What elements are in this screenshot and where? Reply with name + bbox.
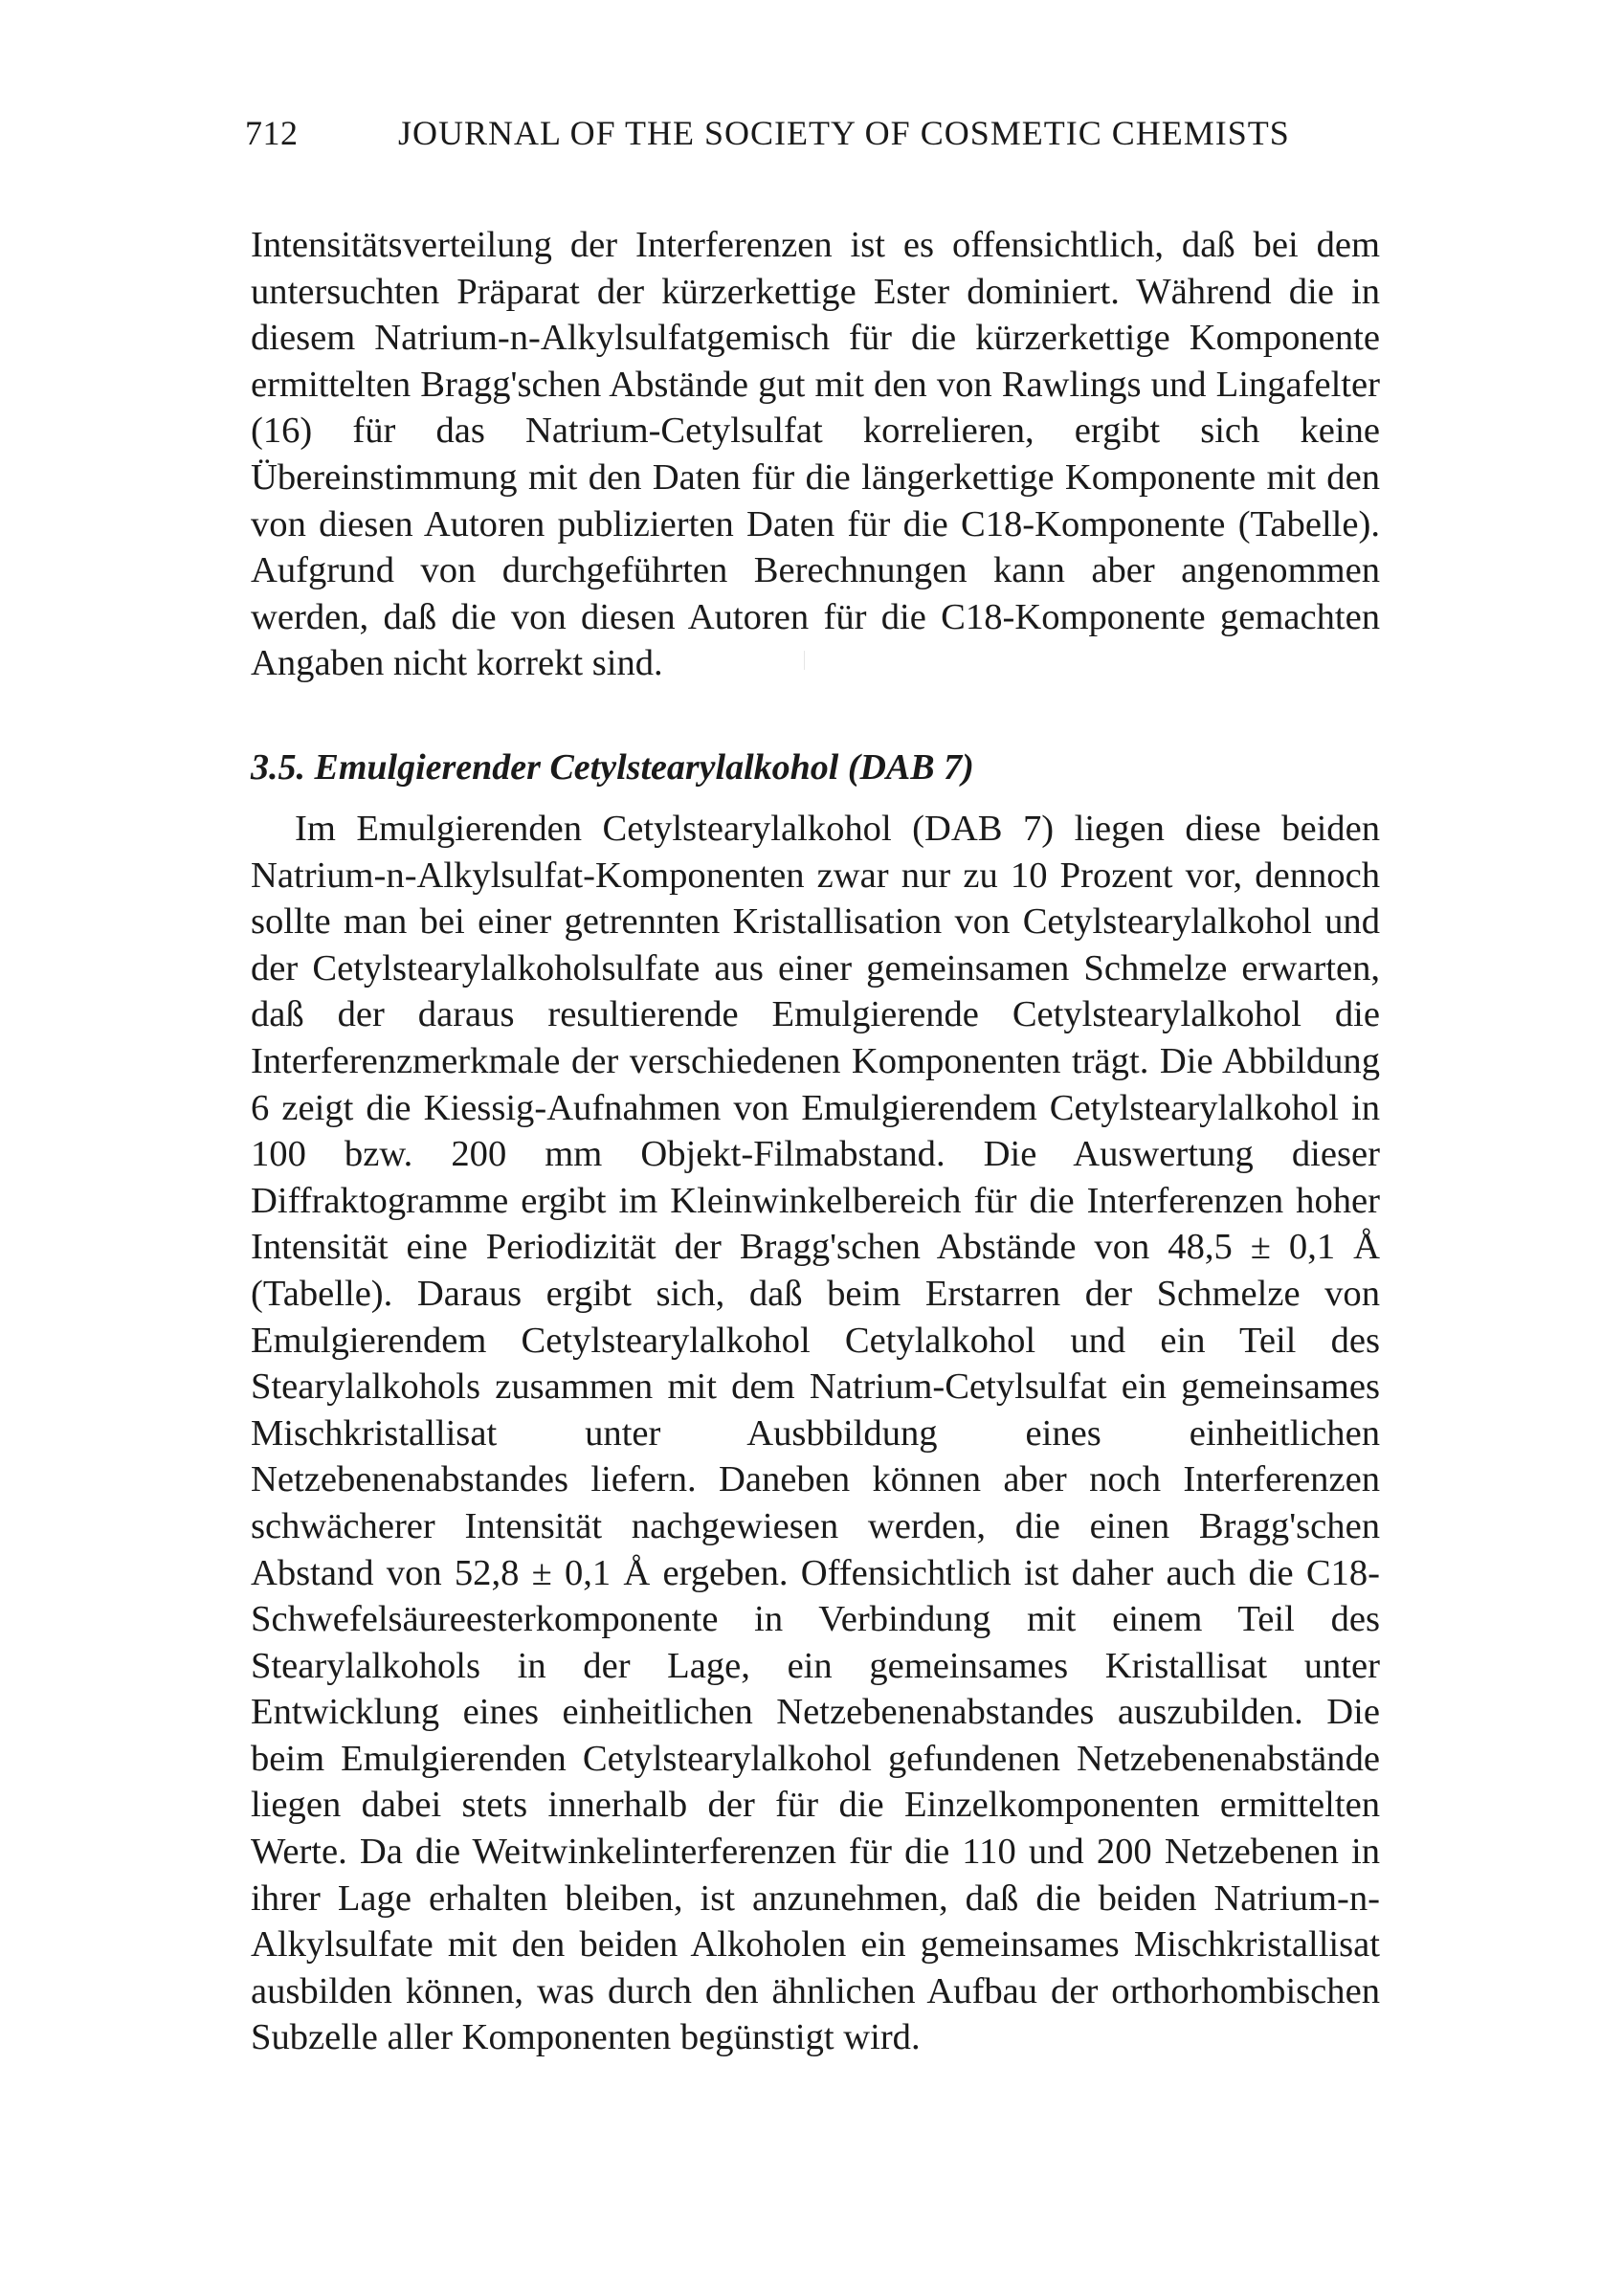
- running-header: [245, 113, 1355, 153]
- section-heading: 3.5. Emulgierender Cetylstearylalkohol (DAB 7): [251, 747, 974, 788]
- body-paragraph-2: Im Emulgierenden Cetylstearylalkohol (DAB 7) liegen diese beiden Natrium-n-Alkylsulfat-Komponenten zwar nur zu 10 Prozent vor, dennoch sollte man bei einer getrennten Kristallisation von Cetylstearylalkohol und der Cetylstearylalkoholsulfate aus einer gemeinsamen Schmelze erwarten, daß der daraus resultierende Emulgierende Cetylstearylalkohol die Interferenzmerkmale der verschiedenen Komponenten trägt. Die Abbildung 6 zeigt die Kiessig-Aufnahmen von Emulgierendem Cetylstearylalkohol in 100 bzw. 200 mm Objekt-Filmabstand. Die Auswertung dieser Diffraktogramme ergibt im Kleinwinkelbereich für die Interferenzen hoher Intensität eine Periodizität der Bragg'schen Abstände von 48,5 ± 0,1 Å (Tabelle). Daraus ergibt sich, daß beim Erstarren der Schmelze von Emulgierendem Cetylstearylalkohol Cetylalkohol und ein Teil des Stearylalkohols zusammen mit dem Natrium-Cetylsulfat ein gemeinsames Mischkristallisat unter Ausbbildung eines einheitlichen Netzebenenabstandes liefern. Daneben können aber noch Interferenzen schwächerer Intensität nachgewiesen werden, die einen Bragg'schen Abstand von 52,8 ± 0,1 Å ergeben. Offensichtlich ist daher auch die C18-Schwefelsäureesterkomponente in Verbindung mit einem Teil des Stearylalkohols in der Lage, ein gemeinsames Kristallisat unter Entwicklung eines einheitlichen Netzebenenabstandes auszubilden. Die beim Emulgierenden Cetylstearylalkohol gefundenen Netzebenenabstände liegen dabei stets innerhalb der für die Einzelkomponenten ermittelten Werte. Da die Weitwinkelinterferenzen für die 110 und 200 Netzebenen in ihrer Lage erhalten bleiben, ist anzunehmen, daß die beiden Natrium-n-Alkylsulfate mit den beiden Alkoholen ein gemeinsames Mischkristallisat ausbilden können, was durch den ähnlichen Aufbau der orthorhombischen Subzelle aller Komponenten begünstigt wird.: [251, 809, 1380, 2058]
- body-paragraph-1: Intensitätsverteilung der Interferenzen ist es offensichtlich, daß bei dem untersuchten Präparat der kürzerkettige Ester dominiert. Während die in diesem Natrium-n-Alkylsulfatgemisch für die kürzerkettige Komponente ermittelten Bragg'schen Abstände gut mit den von Rawlings und Lingafelter (16) für das Natrium-Cetylsulfat korrelieren, ergibt sich keine Übereinstimmung mit den Daten für die längerkettige Komponente mit den von diesen Autoren publizierten Daten für die C18-Komponente (Tabelle). Aufgrund von durchgeführten Berechnungen kann aber angenommen werden, daß die von diesen Autoren für die C18-Komponente gemachten Angaben nicht korrekt sind.: [251, 225, 1380, 684]
- faint-divider-mark: [804, 651, 805, 670]
- page-number: 712: [245, 114, 299, 152]
- journal-title: JOURNAL OF THE SOCIETY OF COSMETIC CHEMISTS: [398, 114, 1290, 152]
